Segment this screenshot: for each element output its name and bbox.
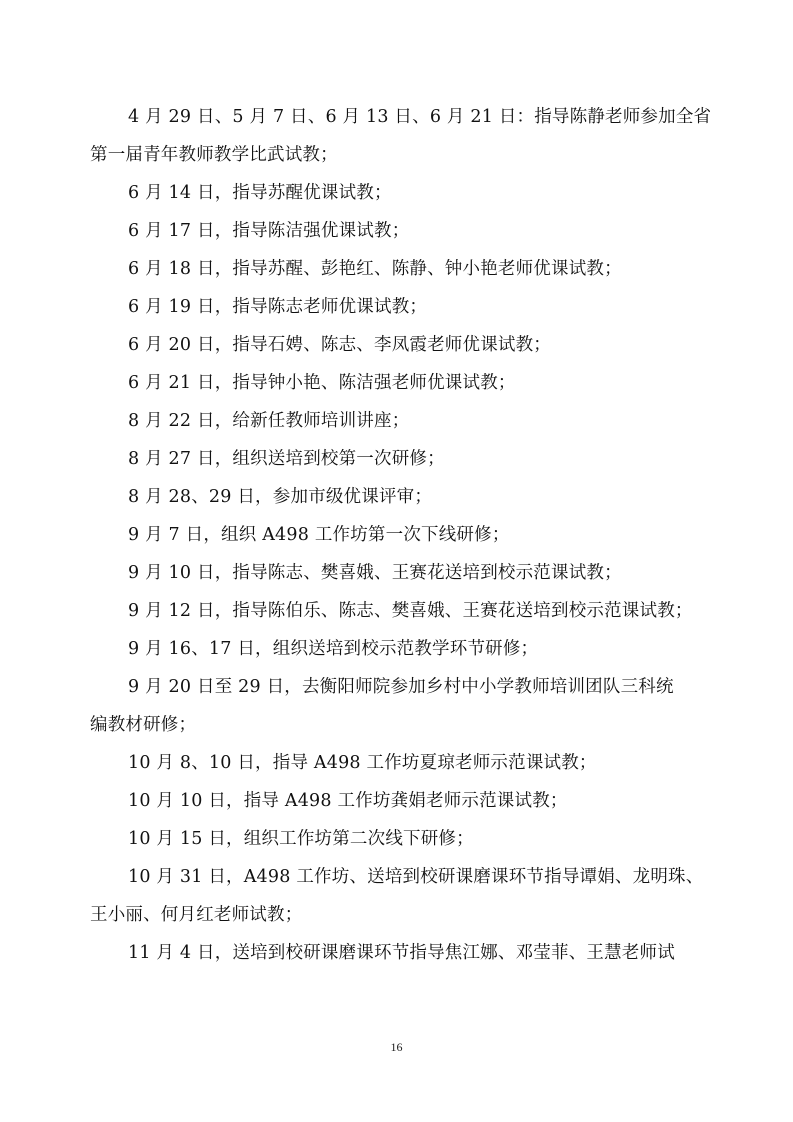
text-line: 6 月 21 日，指导钟小艳、陈洁强老师优课试教；: [128, 373, 516, 393]
text-line: 第一届青年教师教学比武试教；: [90, 145, 338, 165]
text-line: 11 月 4 日，送培到校研课磨课环节指导焦江娜、邓莹菲、王慧老师试: [128, 943, 675, 963]
text-line: 10 月 10 日，指导 A498 工作坊龚娟老师示范课试教；: [128, 791, 568, 811]
text-line: 8 月 27 日，组织送培到校第一次研修；: [128, 449, 445, 469]
text-line: 9 月 7 日，组织 A498 工作坊第一次下线研修；: [128, 525, 510, 545]
text-line: 编教材研修；: [90, 715, 197, 735]
text-line: 6 月 19 日，指导陈志老师优课试教；: [128, 297, 428, 317]
page-number: 16: [390, 1040, 403, 1054]
text-line: 6 月 18 日，指导苏醒、彭艳红、陈静、钟小艳老师优课试教；: [128, 259, 622, 279]
text-line: 9 月 16、17 日，组织送培到校示范教学环节研修；: [128, 639, 539, 659]
text-line: 9 月 20 日至 29 日，去衡阳师院参加乡村中小学教师培训团队三科统: [128, 677, 674, 697]
text-line: 4 月 29 日、5 月 7 日、6 月 13 日、6 月 21 日：指导陈静老师参加全省: [128, 107, 712, 127]
text-line: 9 月 12 日，指导陈伯乐、陈志、樊喜娥、王赛花送培到校示范课试教；: [128, 601, 693, 621]
text-line: 8 月 28、29 日，参加市级优课评审；: [128, 487, 433, 507]
text-line: 10 月 8、10 日，指导 A498 工作坊夏琼老师示范课试教；: [128, 753, 597, 773]
text-line: 9 月 10 日，指导陈志、樊喜娥、王赛花送培到校示范课试教；: [128, 563, 622, 583]
text-line: 8 月 22 日，给新任教师培训讲座；: [128, 411, 410, 431]
text-line: 6 月 14 日，指导苏醒优课试教；: [128, 183, 392, 203]
text-line: 6 月 17 日，指导陈洁强优课试教；: [128, 221, 410, 241]
text-line: 6 月 20 日，指导石娉、陈志、李凤霞老师优课试教；: [128, 335, 551, 355]
text-line: 王小丽、何月红老师试教；: [90, 905, 303, 925]
text-line: 10 月 15 日，组织工作坊第二次线下研修；: [128, 829, 474, 849]
text-line: 10 月 31 日，A498 工作坊、送培到校研课磨课环节指导谭娟、龙明珠、: [128, 867, 704, 887]
